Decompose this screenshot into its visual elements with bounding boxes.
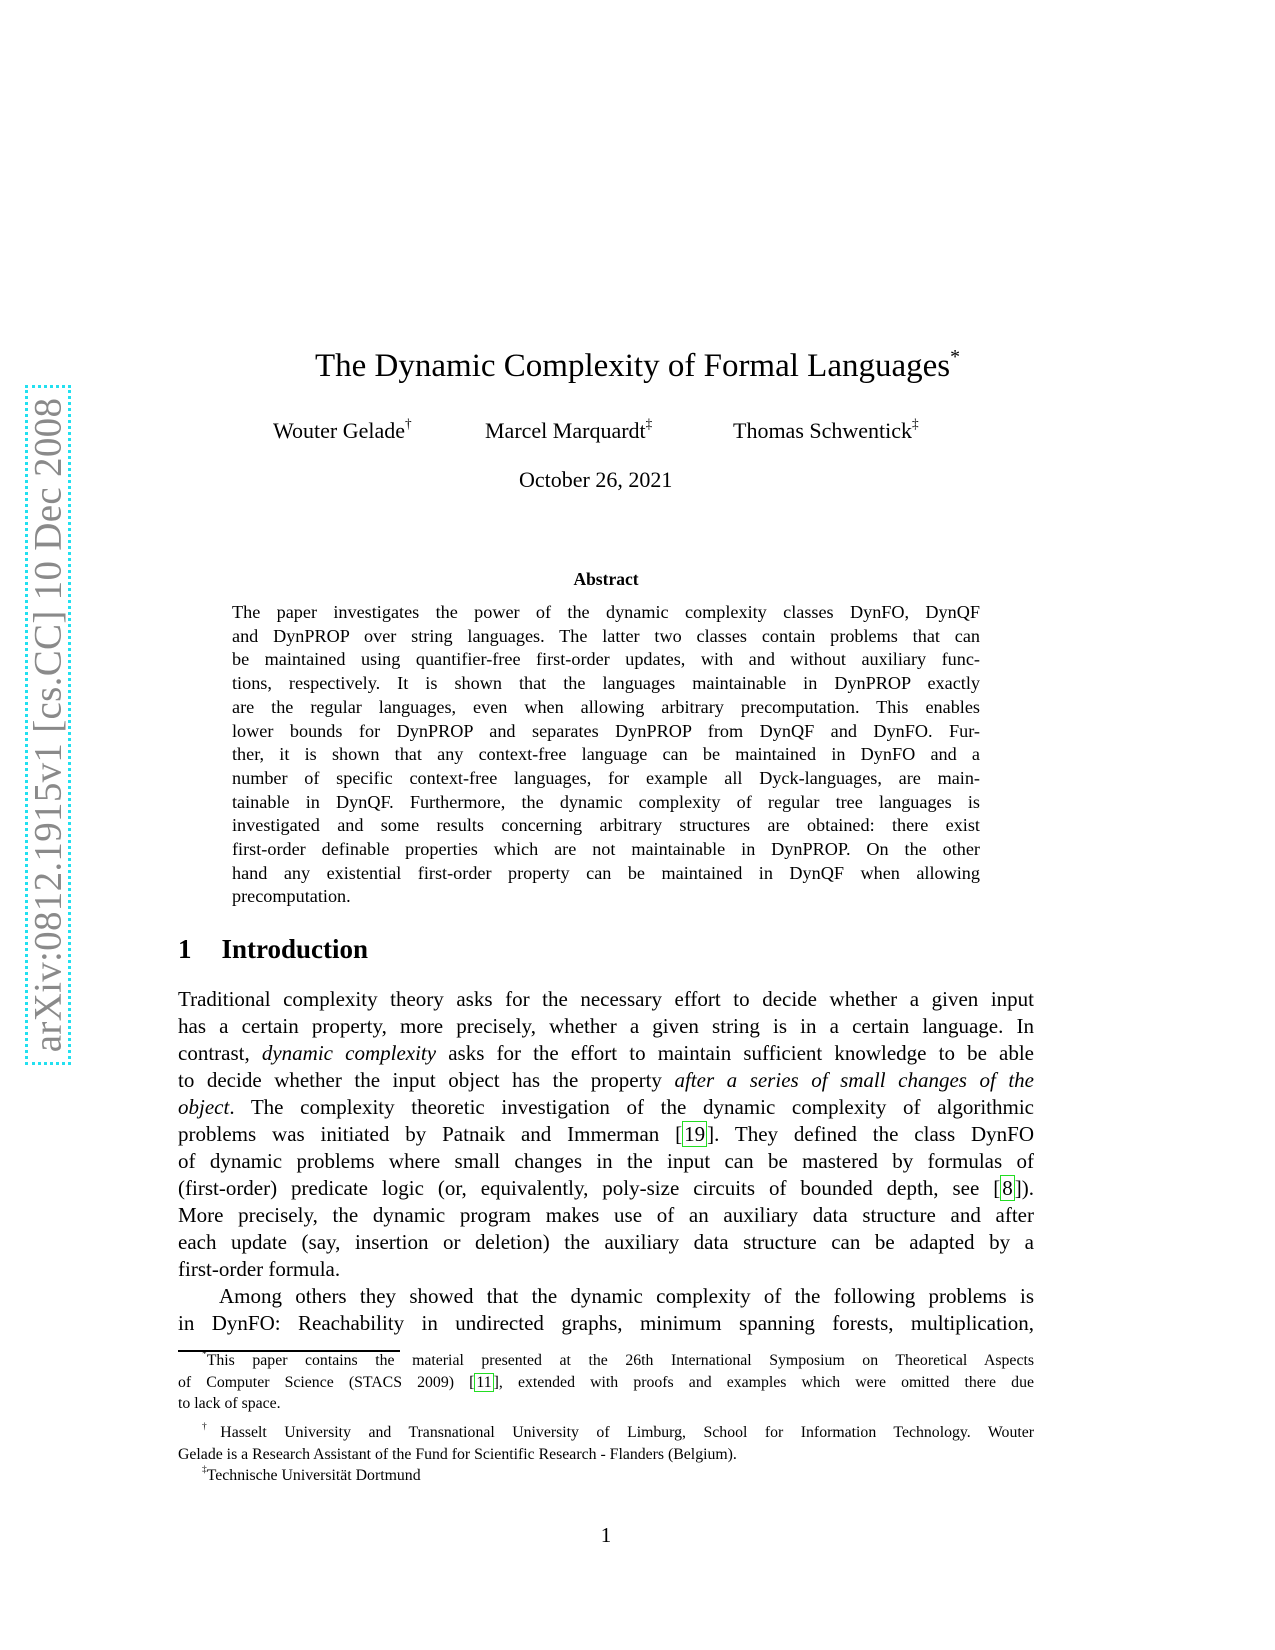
footnote-line <box>178 1374 1034 1392</box>
text-segment: (first-order) predicate logic (or, equivalently, poly-size circuits of bounded depth, see <box>178 1176 994 1200</box>
footnote-mark: ‡ <box>202 1465 207 1475</box>
intro-line <box>178 1095 1034 1120</box>
abstract-line <box>232 863 980 884</box>
arxiv-stamp-text: arXiv:0812.1915v1 [cs.CC] 10 Dec 2008 <box>26 397 70 1053</box>
arxiv-stamp <box>25 385 71 1065</box>
text-segment: tions, respectively. It is shown that the languages maintainable in DynPROP exactly <box>232 673 980 694</box>
abstract-line <box>232 815 980 836</box>
section-title: Introduction <box>221 934 369 964</box>
abstract-line <box>232 697 980 718</box>
text-segment: . The complexity theoretic investigation of the dynamic complexity of algorithmic <box>229 1095 1034 1119</box>
text-segment: first-order formula. <box>178 1257 341 1281</box>
intro-line <box>178 1257 1034 1282</box>
intro-line <box>178 987 1034 1012</box>
text-segment: Gelade is a Research Assistant of the Fund for Scientific Research - Flanders (Belgium). <box>178 1446 737 1463</box>
text-segment: object <box>178 1095 230 1119</box>
section-number: 1 <box>178 934 192 964</box>
footnote-line <box>202 1424 1034 1442</box>
paper-date: October 26, 2021 <box>519 467 673 492</box>
text-segment: ). <box>1021 1176 1034 1200</box>
intro-line <box>178 1014 1034 1039</box>
text-segment: asks for the effort to maintain sufficient knowledge to be able <box>436 1041 1035 1065</box>
intro-line <box>219 1284 1034 1309</box>
footnote-mark: † <box>202 1422 221 1432</box>
text-segment: Hasselt University and Transnational University of Limburg, School for Information Technology. Wouter <box>220 1424 1034 1441</box>
text-segment: Technische Universität Dortmund <box>206 1467 421 1484</box>
author-mark: ‡ <box>912 416 919 431</box>
intro-line <box>178 1203 1034 1228</box>
title-text: The Dynamic Complexity of Formal Languages <box>315 348 951 384</box>
abstract-line <box>232 792 980 813</box>
citation-number[interactable]: 19 <box>684 1122 706 1146</box>
footnote-line <box>202 1352 1034 1370</box>
text-segment: . They defined the class DynFO <box>714 1122 1034 1146</box>
text-segment: Traditional complexity theory asks for the necessary effort to decide whether a given input <box>178 987 1034 1011</box>
text-segment: after a series of small changes of the <box>674 1068 1034 1092</box>
text-segment: lower bounds for DynPROP and separates DynPROP from DynQF and DynFO. Fur- <box>232 720 980 741</box>
footnote-mark: * <box>202 1350 207 1360</box>
text-segment: problems was initiated by Patnaik and Immerman <box>178 1122 676 1146</box>
text-segment: of dynamic problems where small changes in the input can be mastered by formulas of <box>178 1149 1034 1173</box>
text-segment: to lack of space. <box>178 1395 281 1413</box>
text-segment: each update (say, insertion or deletion) the auxiliary data structure can be adapted by a <box>178 1230 1034 1254</box>
text-segment: Among others they showed that the dynamic complexity of the following problems is <box>219 1284 1034 1308</box>
text-segment: in DynFO: Reachability in undirected graphs, minimum spanning forests, multiplication, <box>178 1311 1034 1335</box>
text-segment: to decide whether the input object has the property <box>178 1068 675 1092</box>
intro-line <box>178 1230 1034 1255</box>
abstract-line <box>232 721 980 742</box>
text-segment: be maintained using quantifier-free first-order updates, with and without auxiliary func- <box>232 649 980 670</box>
text-segment: The paper investigates the power of the dynamic complexity classes DynFO, DynQF <box>232 602 980 622</box>
text-segment: More precisely, the dynamic program makes use of an auxiliary data structure and after <box>178 1203 1034 1227</box>
abstract-line <box>232 673 980 694</box>
intro-line <box>178 1149 1034 1174</box>
abstract-line <box>232 768 980 789</box>
intro-line <box>178 1068 1034 1093</box>
citation-link[interactable]: [19] <box>675 1122 715 1146</box>
abstract-heading: Abstract <box>573 569 639 589</box>
abstract-line <box>232 886 980 907</box>
abstract-line <box>232 626 980 647</box>
author-3 <box>733 418 919 444</box>
text-segment: hand any existential first-order property can be maintained in DynQF when allowing <box>232 862 980 883</box>
text-segment: are the regular languages, even when allowing arbitrary precomputation. This enables <box>232 696 980 717</box>
abstract-line <box>232 839 980 860</box>
text-segment: investigated and some results concerning arbitrary structures are obtained: there exist <box>232 815 980 836</box>
author-mark: † <box>405 416 412 431</box>
citation-link[interactable]: [ 11 ] <box>469 1373 499 1391</box>
author-name: Wouter Gelade <box>273 418 405 443</box>
citation-number[interactable]: 8 <box>1002 1176 1013 1200</box>
abstract-line <box>232 744 980 765</box>
title-footnote-mark: * <box>950 346 960 368</box>
author-name: Marcel Marquardt <box>485 418 646 443</box>
abstract-line <box>232 649 980 670</box>
text-segment: and DynPROP over string languages. The latter two classes contain problems that can <box>232 625 980 646</box>
footnote-line <box>178 1395 1034 1413</box>
paper-title <box>0 348 1275 385</box>
citation-link[interactable]: [8] <box>993 1176 1022 1200</box>
text-segment: tainable in DynQF. Furthermore, the dynamic complexity of regular tree languages is <box>232 791 980 812</box>
text-segment: contrast, <box>178 1041 262 1065</box>
intro-line <box>178 1041 1034 1066</box>
citation-number[interactable]: 11 <box>476 1373 492 1391</box>
abstract-line <box>232 602 980 623</box>
intro-line <box>178 1311 1034 1336</box>
text-segment: first-order definable properties which are not maintainable in DynPROP. On the other <box>232 839 980 859</box>
section-heading <box>178 934 368 965</box>
text-segment: dynamic complexity <box>261 1041 437 1065</box>
footnote-line <box>202 1467 1034 1485</box>
text-segment: has a certain property, more precisely, whether a given string is in a certain language. In <box>178 1014 1034 1038</box>
author-1 <box>273 418 412 444</box>
text-segment: of Computer Science (STACS 2009) <box>178 1373 470 1391</box>
text-segment: , extended with proofs and examples which were omitted there due <box>498 1373 1034 1391</box>
author-mark: ‡ <box>645 416 653 431</box>
text-segment: ther, it is shown that any context-free language can be maintained in DynFO and a <box>232 744 980 765</box>
author-2 <box>485 418 652 444</box>
text-segment: This paper contains the material presented at the 26th International Symposium on Theoretical Aspects <box>206 1352 1034 1369</box>
footnote-line <box>178 1446 1034 1464</box>
text-segment: precomputation. <box>232 886 351 907</box>
intro-line <box>178 1122 1034 1147</box>
author-name: Thomas Schwentick <box>733 418 913 443</box>
page-number: 1 <box>600 1523 612 1547</box>
intro-line <box>178 1176 1034 1201</box>
text-segment: number of specific context-free languages, for example all Dyck-languages, are main- <box>232 767 980 788</box>
